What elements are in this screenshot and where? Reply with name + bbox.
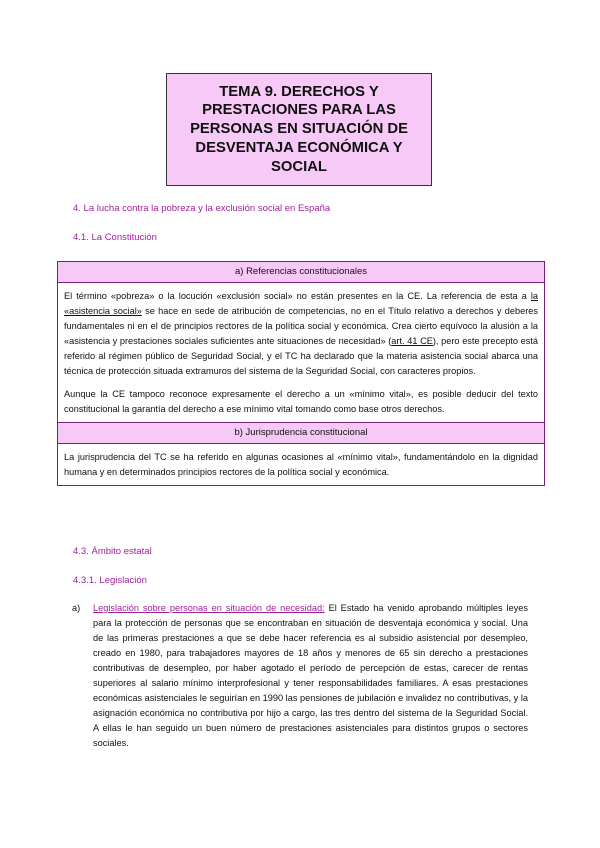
table-header-a: a) Referencias constitucionales bbox=[58, 262, 544, 283]
heading-4-1: 4.1. La Constitución bbox=[73, 232, 157, 243]
paragraph-a1 bbox=[64, 289, 538, 379]
heading-4-3-1: 4.3.1. Legislación bbox=[73, 575, 147, 586]
table-header-b: b) Jurisprudencia constitucional bbox=[58, 422, 544, 444]
title-box bbox=[166, 73, 432, 186]
paragraph-b1: La jurisprudencia del TC se ha referido en algunas ocasiones al «mínimo vital», fundamentándolo en la dignidad humana y en determinados principios rectores de la política social y económica. bbox=[64, 452, 538, 477]
art41-link[interactable]: art. 41 CE bbox=[391, 336, 433, 346]
text-span: El término «pobreza» o la locución «exclusión social» no están presentes en la CE. La referencia de esta a bbox=[64, 291, 531, 301]
heading-4-3: 4.3. Ámbito estatal bbox=[73, 546, 152, 557]
heading-4: 4. La lucha contra la pobreza y la exclusión social en España bbox=[73, 203, 331, 214]
list-text: El Estado ha venido aprobando múltiples leyes para la protección de personas que se encontraban en situación de desventaja económica y social. Una de las primeras prestaciones a que se debe hacer referencia es al subsidio asistencial por desempleo, creado en 1980, para trabajadores mayores de 18 años y menores de 65 sin derecho a prestaciones contributivas de desempleo, por haber agotado el período de percepción de estas, carecer de rentas superiores al salario mínimo interprofesional y tener responsabilidades familiares. A esas prestaciones económicas asistenciales le seguirían en 1990 las pensiones de jubilación e invalidez no contributivas, y la asignación económica no contributiva por hijo a cargo, las tres dentro del sistema de la Seguridad Social. A ellas le han seguido un buen número de prestaciones asistenciales para distintos grupos o sectores sociales. bbox=[93, 603, 528, 748]
table-body-a bbox=[58, 283, 544, 422]
legislation-link[interactable]: Legislación sobre personas en situación de necesidad: bbox=[93, 603, 325, 613]
list-content bbox=[93, 601, 528, 751]
list-marker: a) bbox=[72, 603, 81, 613]
text-span: se hace en sede de atribución de competencias, no en el Título relativo a derechos y deberes fundamentales ni en el de principios rectores de la política social y económica. Crea cierto equívoco la alusión a la «asistencia y prestaciones sociales suficientes ante situaciones de necesidad» ( bbox=[64, 306, 538, 346]
page-title: TEMA 9. DERECHOS Y PRESTACIONES PARA LAS PERSONAS EN SITUACIÓN DE DESVENTAJA ECONÓMICA Y SOCIAL bbox=[190, 83, 408, 175]
asistencia-social-link[interactable]: la «asistencia social» bbox=[64, 291, 538, 316]
table-body-b bbox=[58, 444, 544, 485]
list-item bbox=[72, 601, 528, 751]
table-constitutional-references bbox=[57, 261, 545, 486]
text-span: ), pero este precepto está referido al régimen público de Seguridad Social, y el TC ha declarado que la materia asistencia social abarca una técnica de protección situada extramuros del sistema de la Seguridad Social, con caracteres propios. bbox=[64, 336, 538, 376]
paragraph-a2: Aunque la CE tampoco reconoce expresamente el derecho a un «mínimo vital», es posible deducir del texto constitucional la garantía del derecho a ese mínimo vital tomando como base otros derechos. bbox=[64, 389, 538, 414]
